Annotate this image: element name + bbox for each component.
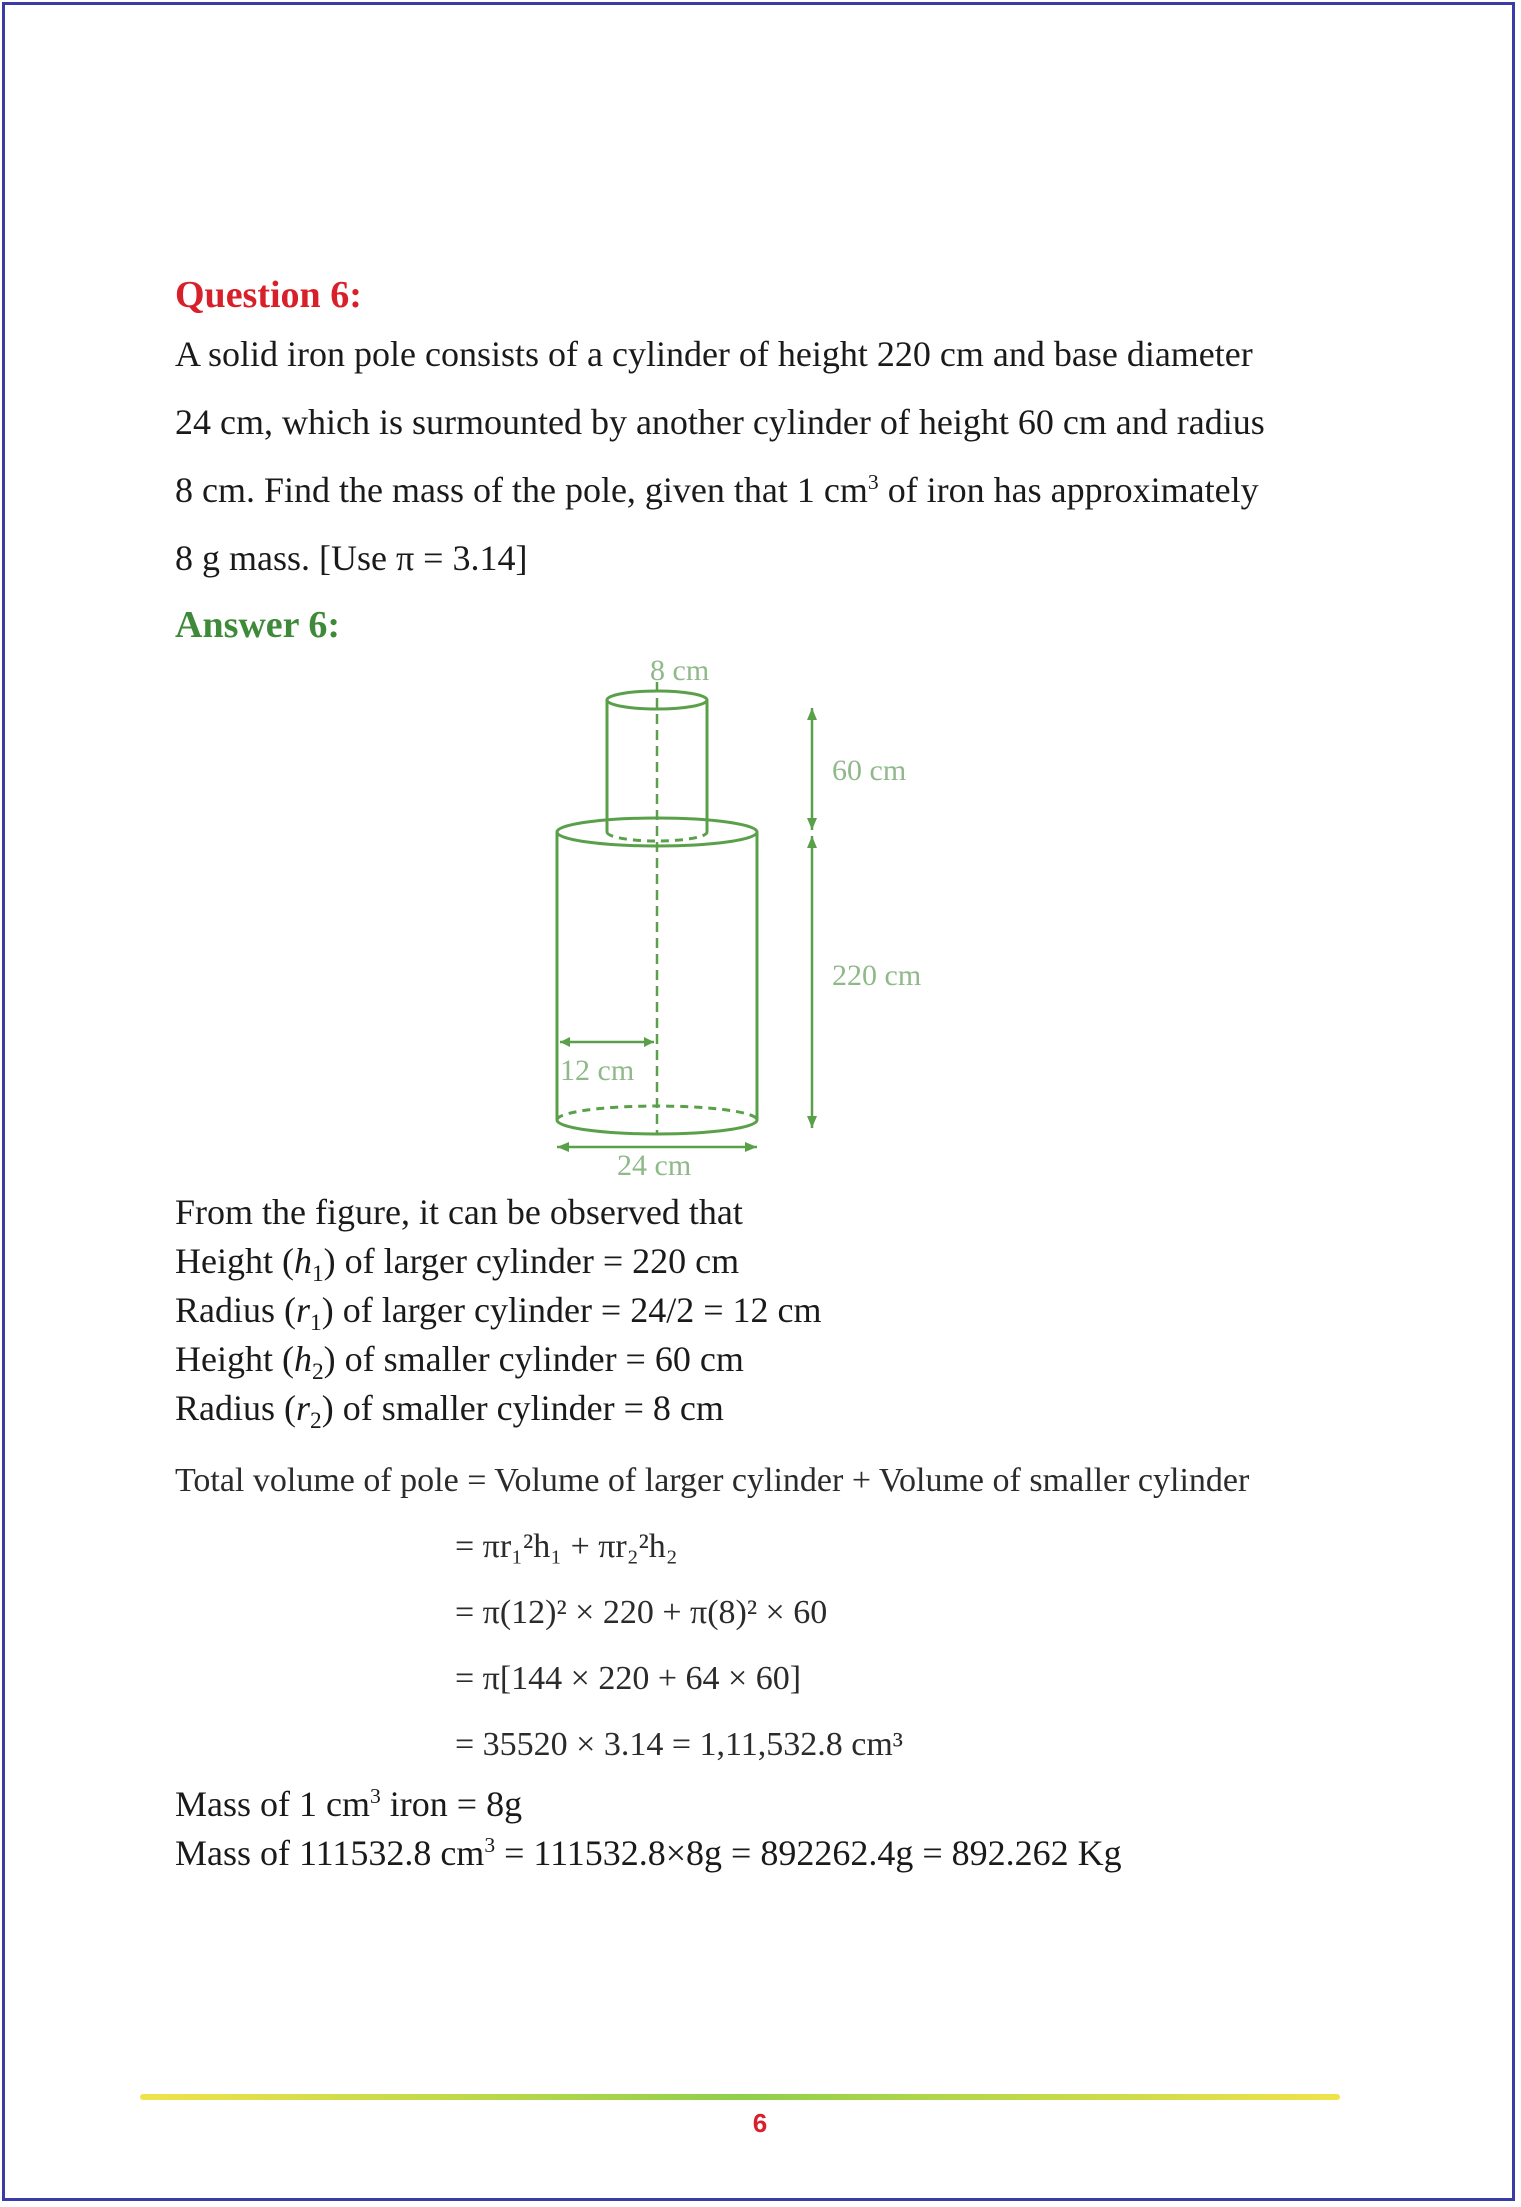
mass-line-1-post: iron = 8g [380, 1784, 523, 1824]
question-line-3-b: of iron has approximately [878, 470, 1259, 510]
question-line-3-a: 8 cm. Find the mass of the pole, given that 1 cm [175, 470, 868, 510]
height-h1-line [175, 1237, 1375, 1286]
mass-line-2 [175, 1829, 1425, 1878]
equation-line-3: = π(12)² × 220 + π(8)² × 60 [455, 1594, 828, 1631]
h2-post: ) of smaller cylinder = 60 cm [323, 1339, 744, 1379]
h1-var: h [293, 1241, 312, 1281]
h1-sub: 1 [311, 1261, 324, 1288]
mass-line-2-sup: 3 [484, 1833, 496, 1857]
label-large-height: 220 cm [832, 959, 922, 992]
r1-post: ) of larger cylinder = 24/2 = 12 cm [321, 1290, 822, 1330]
question-line-1: A solid iron pole consists of a cylinder of height 220 cm and base diameter [175, 334, 1253, 374]
r2-pre: Radius ( [175, 1388, 296, 1428]
mass-line-2-pre: Mass of 111532.8 cm [175, 1833, 485, 1873]
h1-post: ) of larger cylinder = 220 cm [323, 1241, 740, 1281]
question-heading: Question 6: [175, 274, 362, 316]
radius-r1-line [175, 1286, 1375, 1335]
mass-line-2-post: = 111532.8×8g = 892262.4g = 892.262 Kg [495, 1833, 1122, 1873]
footer-divider [140, 2094, 1340, 2100]
label-base-diameter: 24 cm [617, 1149, 692, 1182]
label-top-radius: 8 cm [650, 654, 710, 687]
mass-line-1 [175, 1780, 1425, 1829]
given-values [175, 1188, 1375, 1433]
question-line-3 [175, 456, 1365, 524]
r1-var: r [296, 1290, 311, 1330]
height-h2-line [175, 1335, 1375, 1384]
cylinder-figure [540, 650, 1000, 1190]
question-line-4: 8 g mass. [Use π = 3.14] [175, 538, 528, 578]
answer-heading: Answer 6: [175, 604, 341, 646]
h2-pre: Height ( [175, 1339, 294, 1379]
superscript-3: 3 [867, 470, 879, 494]
h2-sub: 2 [311, 1359, 324, 1386]
mass-line-1-sup: 3 [369, 1784, 381, 1808]
page-number: 6 [752, 2108, 768, 2138]
mass-line-1-pre: Mass of 1 cm [175, 1784, 370, 1824]
r1-sub: 1 [310, 1310, 322, 1337]
mass-calculation [175, 1780, 1425, 1878]
h2-var: h [293, 1339, 312, 1379]
equation-line-4: = π[144 × 220 + 64 × 60] [455, 1660, 802, 1697]
label-small-height: 60 cm [832, 754, 907, 787]
question-line-2: 24 cm, which is surmounted by another cylinder of height 60 cm and radius [175, 402, 1265, 442]
h1-pre: Height ( [175, 1241, 294, 1281]
r2-sub: 2 [310, 1408, 322, 1435]
equation-line-1: Total volume of pole = Volume of larger cylinder + Volume of smaller cylinder [175, 1462, 1250, 1499]
observation-line: From the figure, it can be observed that [175, 1192, 743, 1232]
volume-calculation [175, 1448, 1249, 1778]
r2-post: ) of smaller cylinder = 8 cm [321, 1388, 724, 1428]
equation-line-5: = 35520 × 3.14 = 1,11,532.8 cm³ [455, 1726, 903, 1763]
radius-r2-line [175, 1384, 1375, 1433]
r1-pre: Radius ( [175, 1290, 296, 1330]
equation-line-2: = πr₁²h₁ + πr₂²h₂ [455, 1528, 678, 1565]
r2-var: r [296, 1388, 311, 1428]
question-block [175, 270, 1365, 650]
label-large-radius: 12 cm [560, 1054, 635, 1087]
